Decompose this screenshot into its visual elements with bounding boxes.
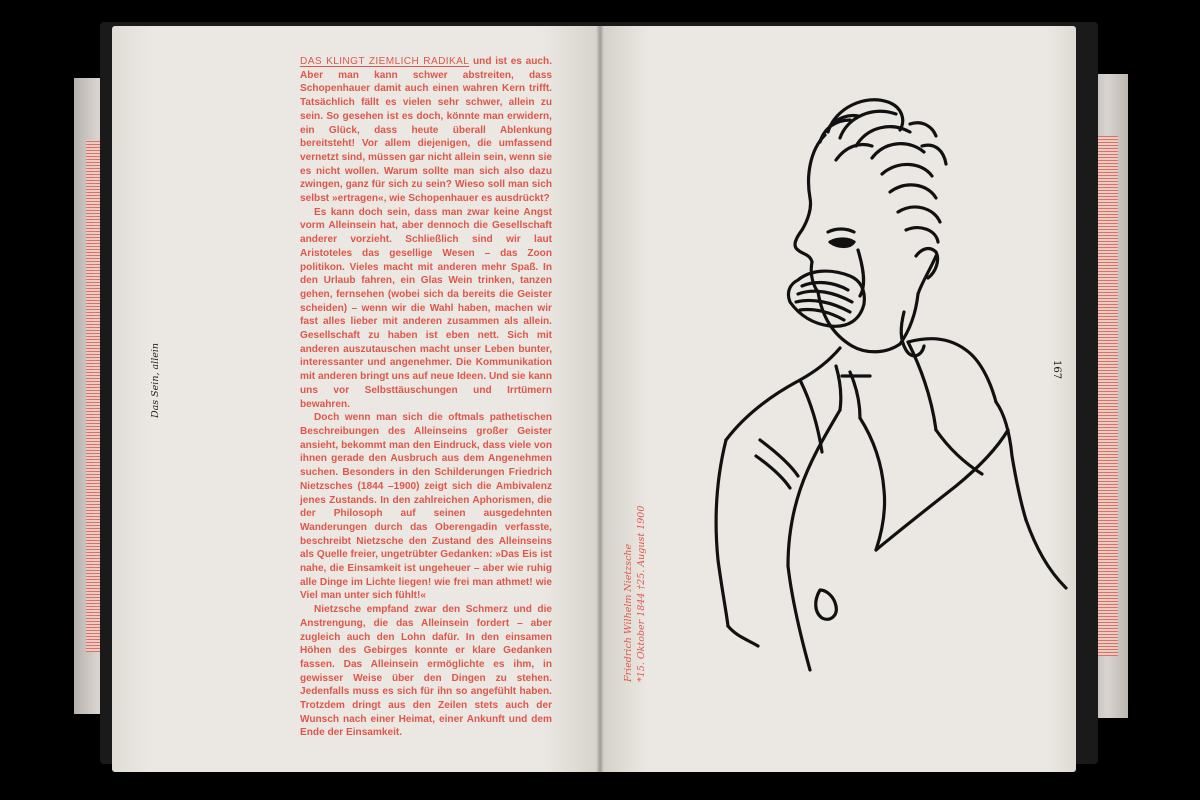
- page-number: 167: [1051, 360, 1062, 380]
- caption-dates: *15. Oktober 1844 †25. August 1900: [636, 505, 647, 682]
- paragraph: Es kann doch sein, dass man zwar keine Angst vorm Alleinsein hat, aber dennoch die Gesellschaft anderer vorzieht. Schließlich sind wir laut Aristoteles das gesellige Wesen – das Zoon politikon. Vieles macht mit anderen mehr Spaß. In den Urlaub fahren, ein Glas Wein trinken, tanzen gehen, fernsehen (wobei sich da bereits die Geister scheiden) – wenn wir die Wahl haben, machen wir fast alles lieber mit anderen zusammen als allein. Gesellschaft zu haben ist eben nett. Sich mit anderen auszutauschen macht unser Leben bunter, interessanter und angenehmer. Die Kommunikation mit anderen bringt uns auf neue Ideen. Und sie kann uns vor Selbsttäuschungen und Irrtümern bewahren.: [300, 206, 552, 410]
- slipcase-stripe: [1098, 136, 1118, 656]
- book-gutter: [596, 26, 604, 772]
- paragraph: Doch wenn man sich die oftmals pathetischen Beschreibungen des Alleinseins großer Geister ansieht, bekommt man den Eindruck, dass viele von ihnen gerade den Ausbruch aus dem Angenehmen suchen. Besonders in den Schilderungen Friedrich Nietzsches (1844 –1900) zeigt sich die Ambivalenz jenes Zustands. In den zahlreichen Aphorismen, die der Philosoph auf seinen ausgedehnten Wanderungen durch das Oberengadin verfasste, beschreibt Nietzsche den Zustand des Alleinseins als Quelle freier, ungetrübter Gedanken: »Das Eis ist nahe, die Einsamkeit ist ungeheuer – aber wie ruhig alle Dinge im Lichte liegen! wie frei man athmet! wie Viel man unter sich fühlt!«: [300, 412, 552, 602]
- nietzsche-portrait-illustration: [660, 80, 1080, 690]
- portrait-caption: [622, 505, 652, 682]
- paragraph: Nietzsche empfand zwar den Schmerz und die Anstrengung, die das Alleinsein fordert – aber zugleich auch den Lohn dafür. In den einsamen Höhen des Gebirges konnte er klare Gedanken fassen. Das Alleinsein ermöglichte es ihm, in gewisser Weise über den Dingen zu stehen. Jedenfalls muss es sich für ihn so angefühlt haben. Trotzdem dringt aus den Zeilen stets auch der Wunsch nach einer Heimat, einer Ankunft und dem Ende der Einsamkeit.: [300, 604, 552, 739]
- paragraph-lead: DAS KLINGT ZIEMLICH RADIKAL: [300, 56, 470, 67]
- caption-name: Friedrich Wilhelm Nietzsche: [623, 543, 634, 682]
- running-head: Das Sein, allein: [150, 342, 161, 418]
- coat: [716, 339, 1066, 670]
- hair: [820, 100, 946, 242]
- paragraph: [300, 55, 552, 206]
- body-text: [300, 55, 552, 740]
- paragraph-text: und ist es auch. Aber man kann schwer abstreiten, dass Schopenhauer damit auch einen wahren Kern trifft. Tatsächlich fällt es vielen sehr schwer, allein zu sein. So gesehen ist es doch, könnte man erwidern, ein Glück, dass heute überall Ablenkung bereitsteht! Vor allem diejenigen, die umfassend vernetzt sind, müssen gar nicht allein sein, wenn sie es nicht wollen. Warum sollte man sich also dazu zwingen, ganz für sich zu sein? Wieso soll man sich selbst »ertragen«, wie Schopenhauer es ausdrückt?: [300, 56, 552, 205]
